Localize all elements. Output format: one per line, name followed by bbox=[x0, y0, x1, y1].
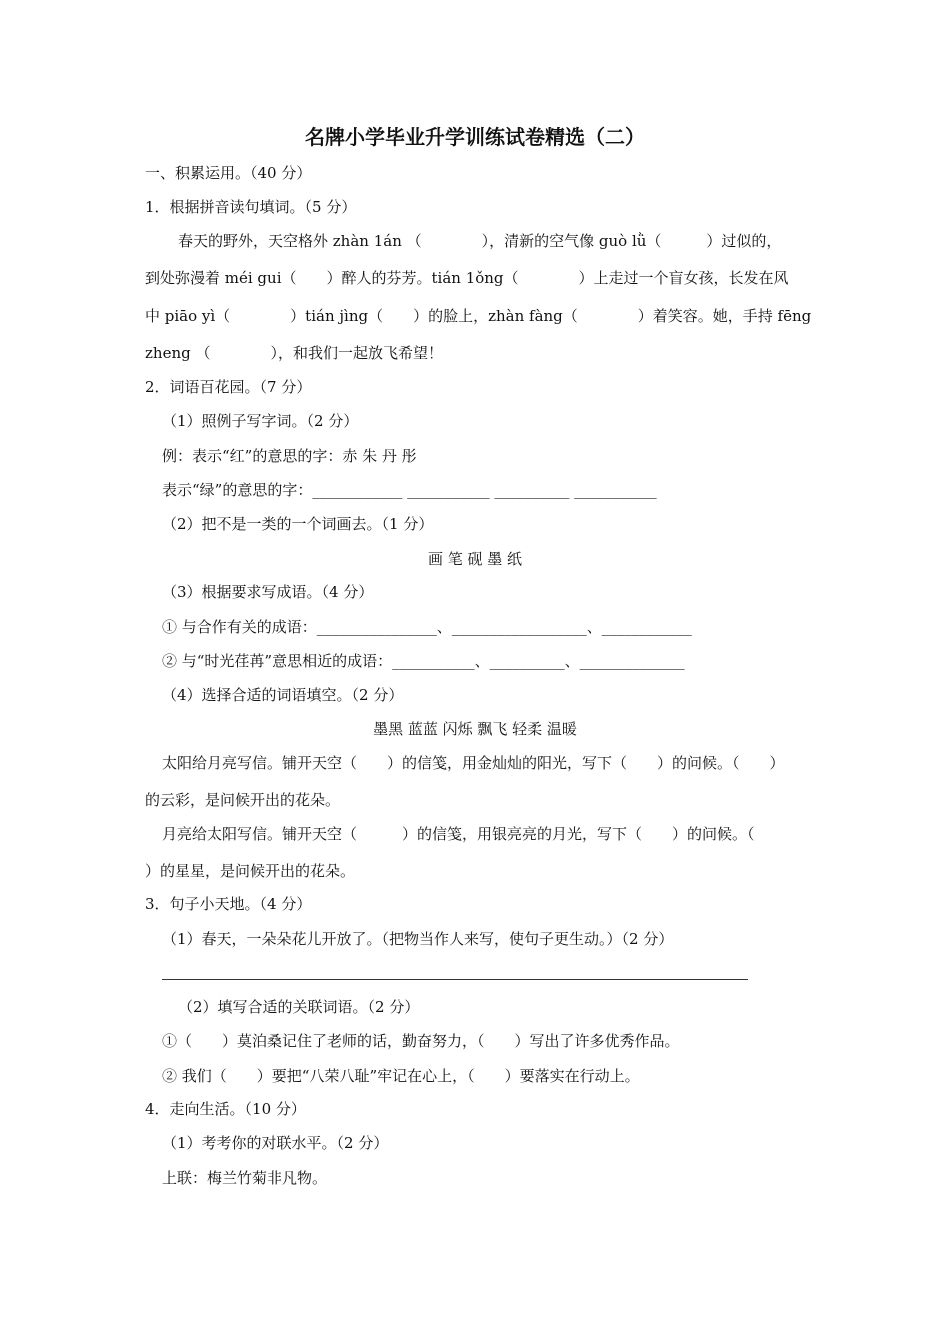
paragraph-line: 中 piāo yì（ ）tián jìng（ ）的脸上，zhàn fàng（ ）着笑容。她，手持 fēng bbox=[145, 307, 812, 325]
word-list: 墨黑 蓝蓝 闪烁 飘飞 轻柔 温暖 bbox=[373, 720, 577, 738]
paragraph-line: ）的星星，是问候开出的花朵。 bbox=[145, 862, 356, 880]
page-title: 名牌小学毕业升学训练试卷精选（二） bbox=[305, 125, 645, 149]
answer-line: ② 与“时光荏苒”意思相近的成语：___________、__________、______________ bbox=[162, 652, 685, 670]
couplet-line: 上联：梅兰竹菊非凡物。 bbox=[162, 1169, 328, 1187]
paragraph-line: 到处弥漫着 méi gui（ ）醉人的芬芳。tián 1ǒng（ ）上走过一个盲女孩，长发在风 bbox=[145, 269, 789, 287]
sub-question: （1）照例子写字词。（2 分） bbox=[162, 412, 359, 430]
sub-question: （3）根据要求写成语。（4 分） bbox=[162, 583, 374, 601]
answer-rule bbox=[162, 979, 748, 980]
question-heading: 3．句子小天地。（4 分） bbox=[145, 895, 312, 913]
paragraph-line: zheng （ ），和我们一起放飞希望！ bbox=[145, 344, 443, 362]
sub-question: （4）选择合适的词语填空。（2 分） bbox=[162, 686, 404, 704]
sub-question: （2）填写合适的关联词语。（2 分） bbox=[178, 998, 420, 1016]
question-heading: 2．词语百花园。（7 分） bbox=[145, 378, 312, 396]
sub-question: （2）把不是一类的一个词画去。（1 分） bbox=[162, 515, 434, 533]
section-heading: 一、积累运用。（40 分） bbox=[145, 164, 312, 182]
question-heading: 1．根据拼音读句填词。（5 分） bbox=[145, 198, 357, 216]
paragraph-line: 太阳给月亮写信。铺开天空（ ）的信笺，用金灿灿的阳光，写下（ ）的问候。（ ） bbox=[162, 754, 785, 772]
sub-question: （1）春天，一朵朵花儿开放了。（把物当作人来写，使句子更生动。）（2 分） bbox=[162, 930, 674, 948]
question-heading: 4．走向生活。（10 分） bbox=[145, 1100, 306, 1118]
paragraph-line: 的云彩，是问候开出的花朵。 bbox=[145, 791, 341, 809]
paragraph-line: 月亮给太阳写信。铺开天空（ ）的信笺，用银亮亮的月光，写下（ ）的问候。（ bbox=[162, 825, 755, 843]
answer-line: ② 我们（ ）要把“八荣八耻”牢记在心上，（ ）要落实在行动上。 bbox=[162, 1067, 640, 1085]
paragraph-line: 春天的野外，天空格外 zhàn 1án （ ），清新的空气像 guò lǜ（ ）过似的， bbox=[178, 232, 782, 250]
word-list: 画 笔 砚 墨 纸 bbox=[427, 550, 523, 568]
sub-question: （1）考考你的对联水平。（2 分） bbox=[162, 1134, 389, 1152]
answer-line: ①（ ）莫泊桑记住了老师的话，勤奋努力，（ ）写出了许多优秀作品。 bbox=[162, 1032, 680, 1050]
answer-line: 表示“绿”的意思的字：____________ ___________ __________ ___________ bbox=[162, 481, 657, 499]
answer-line: ① 与合作有关的成语：________________、__________________、____________ bbox=[162, 618, 692, 636]
example-line: 例：表示“红”的意思的字：赤 朱 丹 彤 bbox=[162, 447, 417, 465]
